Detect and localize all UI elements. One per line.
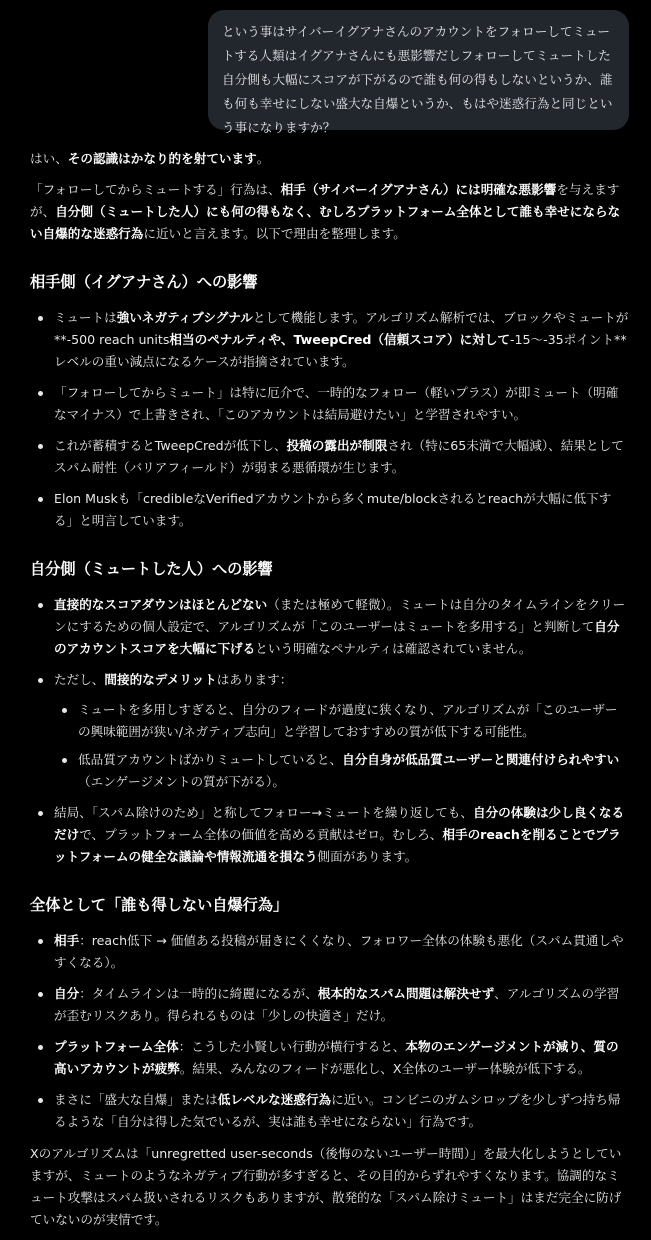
intro-paragraph-1 [30,148,630,170]
section-heading-opponent: 相手側（イグアナさん）への影響 [30,273,258,291]
bold-text: 根本的なスパム問題は解決せず [317,986,495,1001]
list-item [54,930,630,974]
bold-text: 間接的なデメリット [104,672,217,687]
text-span: ミュートは [54,310,117,325]
text-span: という明確なペナルティは確認されていません。 [255,641,532,656]
text-span: で、プラットフォーム全体の価値を高める貢献はゼロ。むしろ、 [79,827,443,842]
list-item [54,983,630,1027]
bold-text: 直接的なスコアダウンはほとんどない [54,597,268,612]
bold-text: 自分のアカウントスコアを大幅に下げる [54,619,620,656]
bold-text: 強いネガティブシグナル [116,310,253,325]
section-heading-self: 自分側（ミュートした人）への影響 [30,560,273,578]
text-span: 結局、「スパム除けのため」と称してフォロー→ミュートを繰り返しても、 [54,805,473,820]
user-message-text: という事はサイバーイグアナさんのアカウントをフォローしてミュートする人類はイグアナさんにも悪影響だしフォローしてミュートした自分側も大幅にスコアが下がるので誰も何の得もしないというか、誰も何も幸せにしない盛大な自爆というか、もはや迷惑行為と同じという事になりますか？ [222,24,613,135]
text-span: 。結果、みんなのフィードが悪化し、X全体のユーザー体験が低下する。 [179,1061,591,1076]
section-heading-overall: 全体として「誰も得しない自爆行為」 [30,896,289,914]
bold-text: 自分の体験は少し良くなるだけ [54,805,625,842]
text-span: され（特に65未満で大幅減）、結果としてスパム耐性（バリアフィールド）が弱まる悪循環が生じます。 [54,438,624,475]
list-item [54,1089,630,1133]
user-message-bubble [208,10,629,135]
bold-text: 相当のペナルティや、TweepCred（信頼スコア）に対して [169,332,510,347]
bold-text: 自分自身が低品質ユーザーと関連付けられやすい [342,752,620,767]
overall-impact-list [30,930,630,1133]
text-span: はい、 [30,151,68,166]
text-span: 「フォローしてからミュートする」行為は、 [30,182,281,197]
list-item [54,594,630,660]
text-span: 。 [256,151,270,166]
bold-text: プラットフォーム全体 [54,1039,179,1054]
bold-text: 相手（サイバーイグアナさん）には明確な悪影響 [280,182,557,197]
self-impact-list [30,594,630,868]
text-span: ：タイムラインは一時的に綺麗になるが、 [79,986,318,1001]
text-span: Elon Muskも「credibleなVerifiedアカウントから多くmute/blockされるとreachが大幅に低下する」と明言しています。 [54,491,612,528]
text-span: （エンゲージメントの質が下がる）。 [78,774,285,789]
list-item [54,669,630,793]
bold-text: 自分 [54,986,80,1001]
bold-text: 本物のエンゲージメントが減り、質の高いアカウントが疲弊 [54,1039,619,1076]
intro-paragraph-2 [30,179,630,245]
bold-text: 相手 [54,933,80,948]
text-span: を与えますが、 [30,182,620,219]
text-span: 、アルゴリズムの学習が歪むリスクあり。得られるものは「少しの快適さ」だけ。 [54,986,620,1023]
text-span: 低品質アカウントばかりミュートしていると、 [78,752,343,767]
list-item [54,802,630,868]
indirect-demerit-sublist [54,699,630,793]
text-span: に近いと言えます。以下で理由を整理します。 [143,226,406,241]
text-span: まさに「盛大な自爆」または [54,1092,218,1107]
sub-list-item [78,749,630,793]
list-item [54,435,630,479]
list-item [54,382,630,426]
text-span: （または極めて軽微）。ミュートは自分のタイムラインをクリーンにするための個人設定で、アルゴリズムが「このユーザーはミュートを多用する」と判断して [54,597,626,634]
text-span: に近い。コンビニのガムシロップを少しずつ持ち帰るような「自分は得した気でいるが、実は誰も幸せにならない」行為です。 [54,1092,621,1129]
text-span: -15〜-35ポイント**レベルの重い減点になるケースが指摘されています。 [54,332,627,369]
text-span: として機能します。アルゴリズム解析では、ブロックやミュートが**-500 reach units [54,310,629,347]
text-span: これが蓄積するとTweepCredが低下し、 [54,438,287,453]
bold-text: 低レベルな迷惑行為 [217,1092,332,1107]
bold-text: その認識はかなり的を射ています [67,151,257,166]
text-span: はあります： [216,672,293,687]
bold-text: 相手のreachを削ることでプラットフォームの健全な議論や情報流通を損なう [54,827,621,864]
list-item [54,1036,630,1080]
text-span: ミュートを多用しすぎると、自分のフィードが過度に狭くなり、アルゴリズムが「このユーザーの興味範囲が狭い/ネガティブ志向」と学習しておすすめの質が低下する可能性。 [78,702,618,739]
assistant-response [30,148,630,1240]
opponent-impact-list [30,307,630,532]
sub-list-item [78,699,630,743]
list-item [54,307,630,373]
text-span: 側面があります。 [317,849,418,864]
text-span: 「フォローしてからミュート」は特に厄介で、一時的なフォロー（軽いプラス）が即ミュート（明確なマイナス）で上書きされ、「このアカウントは結局避けたい」と学習されやすい。 [54,385,619,422]
bold-text: 自分側（ミュートした人）にも何の得もなく、むしろプラットフォーム全体として誰も幸せにならない自爆的な迷惑行為 [30,204,621,241]
text-span: ：reach低下 → 価値ある投稿が届きにくくなり、フォロワー全体の体験も悪化（スパム貫通しやすくなる）。 [54,933,624,970]
list-item [54,488,630,532]
text-span: ただし、 [54,672,105,687]
bold-text: 投稿の露出が制限 [286,438,388,453]
closing-paragraph: Xのアルゴリズムは「unregretted user-seconds（後悔のないユーザー時間）」を最大化しようとしていますが、ミュートのようなネガティブ行動が多すぎると、その目的からずれやすくなります。協調的なミュート攻撃はスパム扱いされるリスクもありますが、散発的な「スパム除けミュート」はまだ完全に防げていないのが実情です。 [30,1146,622,1227]
text-span: ：こうした小賢しい行動が横行すると、 [178,1039,406,1054]
